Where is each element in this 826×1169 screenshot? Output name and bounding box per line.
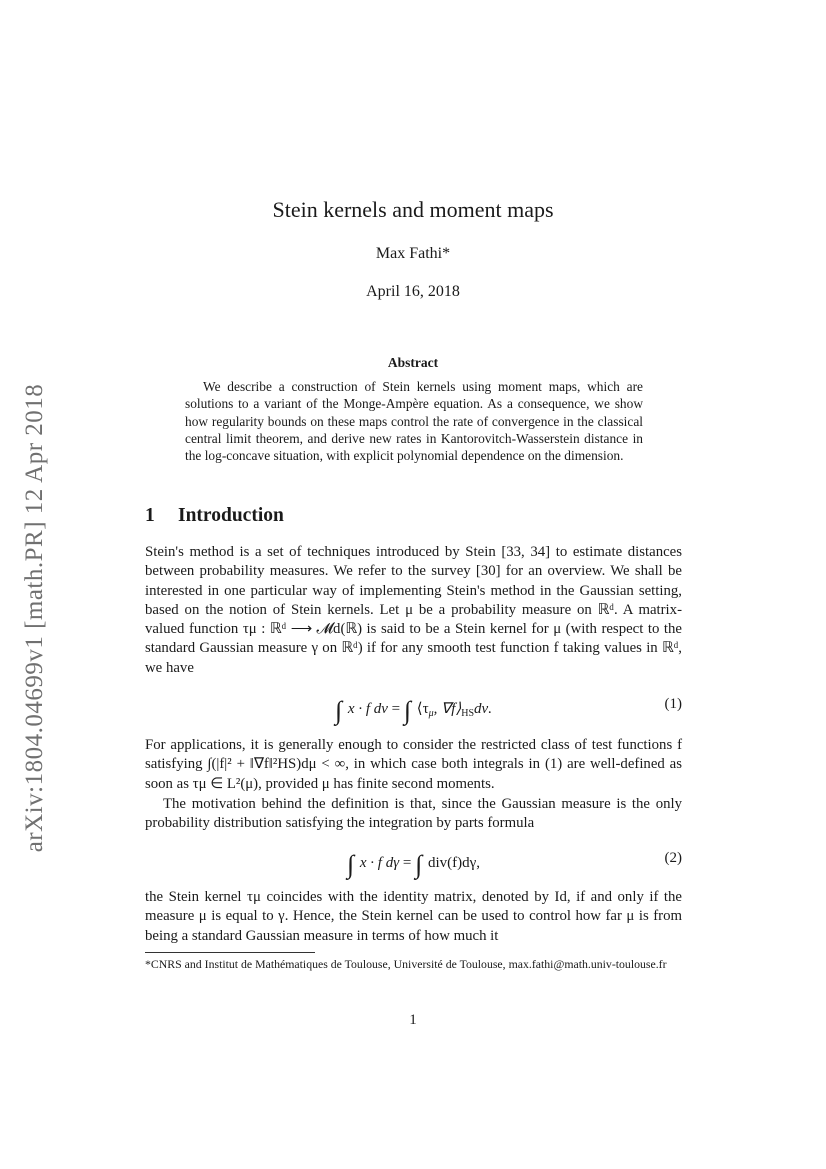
integral-sign: ∫ bbox=[415, 850, 423, 879]
abstract-body bbox=[185, 378, 643, 464]
equation-2-body bbox=[145, 850, 682, 880]
equation-1-body bbox=[145, 696, 682, 726]
equation-2-number: (2) bbox=[664, 850, 682, 866]
footnote-divider bbox=[145, 952, 315, 953]
equation-2-equals: = bbox=[402, 855, 412, 871]
equation-2 bbox=[145, 842, 682, 879]
equation-1-rhs-bracket: ⟨τ bbox=[416, 701, 429, 717]
page-number: 1 bbox=[409, 1012, 417, 1028]
equation-1 bbox=[145, 688, 682, 725]
equation-2-lhs: x · f dγ bbox=[359, 855, 400, 871]
equation-1-number: (1) bbox=[664, 696, 682, 712]
abstract-heading: Abstract bbox=[387, 355, 439, 370]
equation-1-sub-mu: μ bbox=[428, 708, 434, 719]
section-heading bbox=[145, 505, 284, 527]
paper-date: April 16, 2018 bbox=[366, 283, 460, 300]
integral-sign: ∫ bbox=[347, 850, 355, 879]
integral-sign: ∫ bbox=[335, 696, 343, 725]
paragraph-4: the Stein kernel τμ coincides with the identity matrix, denoted by Id, if and only if the measure μ is equal to γ. Hence, the Stein kernel can be used to control how far μ is from being a standard Gaussian measure in terms of how much it bbox=[145, 889, 682, 944]
paragraph-3 bbox=[145, 795, 682, 834]
arxiv-sidebar bbox=[20, 318, 50, 918]
arxiv-identifier: arXiv:1804.04699v1 [math.PR] 12 Apr 2018 bbox=[21, 383, 48, 853]
equation-1-sub-hs: HS bbox=[461, 708, 475, 719]
paragraph-2: For applications, it is generally enough to consider the restricted class of test functions f satisfying ∫(|f|² + ‖∇f‖²HS)dμ < ∞, in which case both integrals in (1) are well-defined as soon as τμ ∈ L²(μ), provided μ has finite second moments. bbox=[145, 737, 682, 792]
paper-author: Max Fathi* bbox=[375, 245, 451, 262]
equation-1-lhs: x · f dν bbox=[347, 701, 388, 717]
equation-1-equals: = bbox=[391, 701, 401, 717]
integral-sign: ∫ bbox=[403, 696, 411, 725]
paragraph-3-text: The motivation behind the definition is that, since the Gaussian measure is the only probability distribution satisfying the integration by parts formula bbox=[145, 796, 682, 832]
equation-2-rhs: div(f)dγ, bbox=[427, 855, 480, 871]
paper-title: Stein kernels and moment maps bbox=[272, 197, 554, 222]
section-title: Introduction bbox=[178, 505, 284, 526]
footnote: *CNRS and Institut de Mathématiques de Toulouse, Université de Toulouse, max.fathi@math.univ-toulouse.fr bbox=[145, 957, 667, 971]
abstract-text: We describe a construction of Stein kernels using moment maps, which are solutions to a variant of the Monge-Ampère equation. As a consequence, we show how regularity bounds on these maps control the rate of convergence in the classical central limit theorem, and derive new rates in Kantorovitch-Wasserstein distance in the log-concave situation, with explicit polynomial dependence on the dimension. bbox=[185, 379, 643, 464]
section-number: 1 bbox=[145, 505, 155, 526]
equation-1-rhs-grad: , ∇f⟩ bbox=[433, 701, 462, 717]
paragraph-1: Stein's method is a set of techniques introduced by Stein [33, 34] to estimate distances between probability measures. We refer to the survey [30] for an overview. We shall be interested in one particular way of implementing Stein's method in the Gaussian setting, based on the notion of Stein kernels. Let μ be a probability measure on ℝᵈ. A matrix-valued function τμ : ℝᵈ ⟶ 𝓜d(ℝ) is said to be a Stein kernel for μ (with respect to the standard Gaussian measure γ on ℝᵈ) if for any smooth test function f taking values in ℝᵈ, we have bbox=[145, 544, 682, 676]
equation-1-rhs-measure: dν. bbox=[474, 701, 492, 717]
